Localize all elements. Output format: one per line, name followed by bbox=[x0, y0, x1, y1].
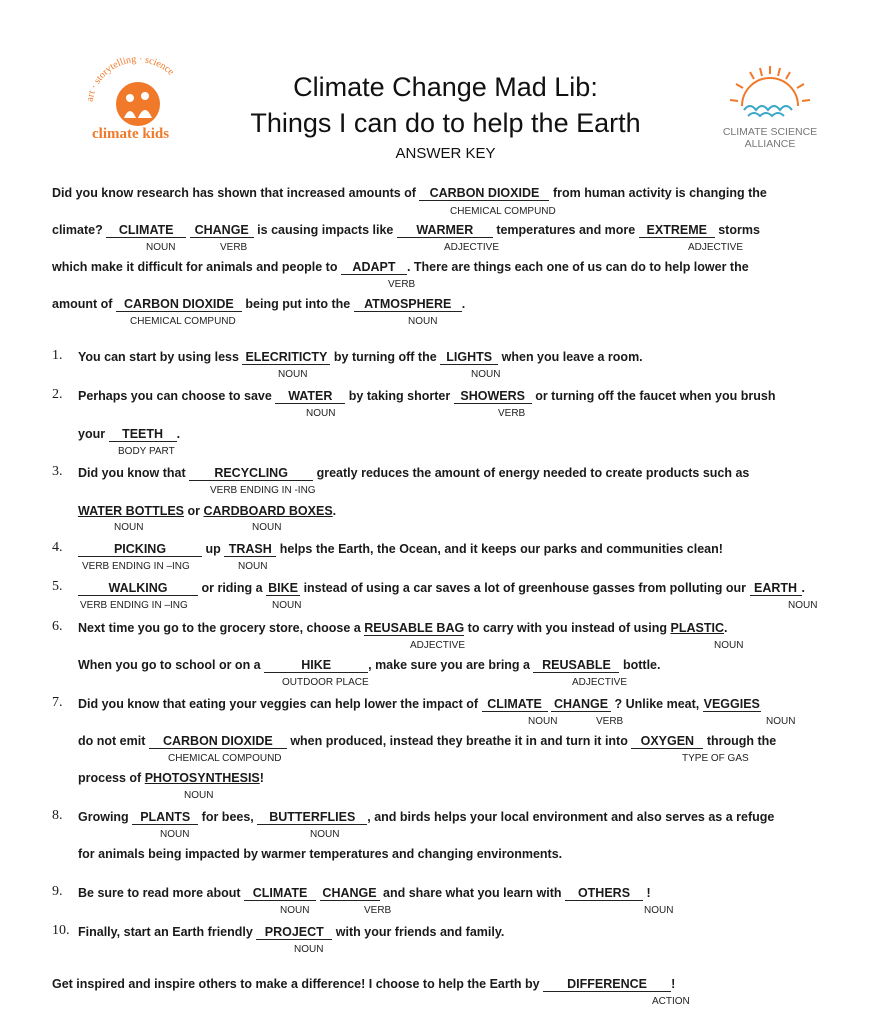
item-number: 1. bbox=[52, 348, 63, 363]
blank-label: NOUN bbox=[310, 829, 340, 840]
blank-label: NOUN bbox=[306, 408, 336, 419]
intro-line-2: climate? CLIMATE CHANGE is causing impacts like WARMER temperatures and more EXTREME storms bbox=[52, 223, 760, 237]
answer-blank: WARMER bbox=[397, 223, 493, 238]
blank-label: NOUN bbox=[160, 829, 190, 840]
title-line-1: Climate Change Mad Lib: bbox=[293, 72, 598, 102]
blank-label: VERB ENDING IN -ING bbox=[210, 485, 316, 496]
blank-label: CHEMICAL COMPUND bbox=[130, 316, 236, 327]
answer-blank: DIFFERENCE bbox=[543, 977, 671, 992]
answer-blank: CARBON DIOXIDE bbox=[149, 734, 287, 749]
intro-line-1: Did you know research has shown that increased amounts of CARBON DIOXIDE from human activity is changing the bbox=[52, 186, 767, 200]
answer-blank: PROJECT bbox=[256, 925, 332, 940]
blank-label: NOUN bbox=[644, 905, 674, 916]
blank-label: BODY PART bbox=[118, 446, 175, 457]
answer-blank: HIKE bbox=[264, 658, 368, 673]
blank-label: CHEMICAL COMPOUND bbox=[168, 753, 282, 764]
item-number: 10. bbox=[52, 923, 70, 938]
blank-label: VERB bbox=[596, 716, 624, 727]
blank-label: NOUN bbox=[280, 905, 310, 916]
answer-blank: BIKE bbox=[266, 581, 300, 596]
blank-label: VERB ENDING IN –ING bbox=[82, 561, 190, 572]
item-10-line: Finally, start an Earth friendly PROJECT with your friends and family. bbox=[78, 925, 505, 939]
item-number: 3. bbox=[52, 464, 63, 479]
answer-blank: ATMOSPHERE bbox=[354, 297, 462, 312]
answer-blank: SHOWERS bbox=[454, 389, 532, 404]
closing-line: Get inspired and inspire others to make a difference! I choose to help the Earth by DIFFERENCE ! bbox=[52, 977, 676, 991]
blank-label: VERB ENDING IN –ING bbox=[80, 600, 188, 611]
blank-label: NOUN bbox=[252, 522, 282, 533]
answer-blank: CARBON DIOXIDE bbox=[419, 186, 549, 201]
blank-label: VERB bbox=[220, 242, 248, 253]
answer-underlined: PHOTOSYNTHESIS bbox=[144, 771, 260, 785]
answer-blank: ADAPT bbox=[341, 260, 407, 275]
item-number: 4. bbox=[52, 540, 63, 555]
blank-label: NOUN bbox=[528, 716, 558, 727]
item-number: 5. bbox=[52, 579, 63, 594]
intro-line-4: amount of CARBON DIOXIDE being put into the ATMOSPHERE . bbox=[52, 297, 466, 311]
blank-label: ADJECTIVE bbox=[410, 640, 466, 651]
blank-label: CHEMICAL COMPUND bbox=[450, 206, 556, 217]
blank-label: ADJECTIVE bbox=[688, 242, 744, 253]
answer-blank: CLIMATE bbox=[244, 886, 316, 901]
answer-blank: CHANGE bbox=[320, 886, 380, 901]
answer-blank: WALKING bbox=[78, 581, 198, 596]
blank-label: ADJECTIVE bbox=[444, 242, 500, 253]
answer-blank: CHANGE bbox=[551, 697, 611, 712]
answer-key-subtitle: ANSWER KEY bbox=[395, 145, 496, 162]
item-number: 7. bbox=[52, 695, 63, 710]
item-9-line: Be sure to read more about CLIMATE CHANGE and share what you learn with OTHERS ! bbox=[78, 886, 651, 900]
answer-blank: CLIMATE bbox=[106, 223, 186, 238]
item-3-line: Did you know that RECYCLING greatly reduces the amount of energy needed to create products such as bbox=[78, 466, 750, 480]
blank-label: VERB bbox=[364, 905, 392, 916]
blank-label: NOUN bbox=[714, 640, 744, 651]
intro-line-3: which make it difficult for animals and people to ADAPT . There are things each one of us can do to help lower the bbox=[52, 260, 749, 274]
item-2-line-2: your TEETH . bbox=[78, 427, 181, 441]
item-6-line-2: When you go to school or on a HIKE , make sure you are bring a REUSABLE bottle. bbox=[78, 658, 661, 672]
svg-text:art · storytelling · science: art · storytelling · science bbox=[84, 56, 177, 103]
item-number: 9. bbox=[52, 884, 63, 899]
blank-label: NOUN bbox=[766, 716, 796, 727]
item-4-line: PICKING up TRASH helps the Earth, the Ocean, and it keeps our parks and communities clean! bbox=[78, 542, 723, 557]
item-8-line: Growing PLANTS for bees, BUTTERFLIES , and birds helps your local environment and also serves as a refuge bbox=[78, 810, 775, 824]
answer-blank: TRASH bbox=[224, 542, 276, 557]
blank-label: NOUN bbox=[184, 790, 214, 801]
blank-label: NOUN bbox=[294, 944, 324, 955]
blank-label: NOUN bbox=[272, 600, 302, 611]
climate-kids-name: climate kids bbox=[92, 126, 170, 142]
blank-label: NOUN bbox=[238, 561, 268, 572]
blank-label: VERB bbox=[498, 408, 526, 419]
item-7-line: Did you know that eating your veggies can help lower the impact of CLIMATE CHANGE ? Unlike meat, VEGGIES bbox=[78, 697, 760, 711]
answer-blank: PICKING bbox=[78, 542, 202, 557]
item-7-line-2: do not emit CARBON DIOXIDE when produced, instead they breathe it in and turn it into OXYGEN through the bbox=[78, 734, 777, 748]
answer-blank: ELECRITICTY bbox=[242, 350, 330, 365]
answer-blank: OXYGEN bbox=[631, 734, 703, 749]
blank-label: OUTDOOR PLACE bbox=[282, 677, 369, 688]
answer-blank: REUSABLE BAG bbox=[364, 621, 465, 635]
item-number: 2. bbox=[52, 387, 63, 402]
blank-label: ADJECTIVE bbox=[572, 677, 628, 688]
item-number: 6. bbox=[52, 619, 63, 634]
title-line-2: Things I can do to help the Earth bbox=[250, 108, 641, 138]
item-5-line: WALKING or riding a BIKE instead of using a car saves a lot of greenhouse gasses from polluting our EARTH . bbox=[78, 581, 805, 596]
answer-blank: BUTTERFLIES bbox=[257, 810, 367, 825]
answer-underlined: CARDBOARD BOXES bbox=[203, 504, 333, 518]
answer-underlined: PLASTIC bbox=[670, 621, 724, 635]
answer-blank: PLANTS bbox=[132, 810, 198, 825]
blank-label: NOUN bbox=[114, 522, 144, 533]
alliance-name: CLIMATE SCIENCE ALLIANCE bbox=[722, 126, 818, 150]
answer-blank: EXTREME bbox=[639, 223, 715, 238]
blank-label: NOUN bbox=[408, 316, 438, 327]
answer-blank: CLIMATE bbox=[482, 697, 548, 712]
answer-blank: EARTH bbox=[750, 581, 802, 596]
answer-blank: LIGHTS bbox=[440, 350, 498, 365]
answer-blank: CHANGE bbox=[190, 223, 254, 238]
answer-blank: TEETH bbox=[109, 427, 177, 442]
answer-blank: VEGGIES bbox=[703, 697, 760, 711]
answer-blank: OTHERS bbox=[565, 886, 643, 901]
answer-blank: RECYCLING bbox=[189, 466, 313, 481]
item-1-line: You can start by using less ELECRITICTY by turning off the LIGHTS when you leave a room. bbox=[78, 350, 643, 364]
answer-blank: WATER bbox=[275, 389, 345, 404]
item-7-line-3: process of PHOTOSYNTHESIS! bbox=[78, 771, 264, 785]
item-number: 8. bbox=[52, 808, 63, 823]
item-3-line-2: WATER BOTTLES or CARDBOARD BOXES. bbox=[78, 504, 337, 518]
answer-underlined: WATER BOTTLES bbox=[78, 504, 185, 518]
blank-label: NOUN bbox=[471, 369, 501, 380]
blank-label: NOUN bbox=[146, 242, 176, 253]
answer-blank: CARBON DIOXIDE bbox=[116, 297, 242, 312]
blank-label: NOUN bbox=[278, 369, 308, 380]
item-6-line: Next time you go to the grocery store, choose a REUSABLE BAG to carry with you instead of using PLASTIC. bbox=[78, 621, 728, 635]
blank-label: NOUN bbox=[788, 600, 818, 611]
blank-label: TYPE OF GAS bbox=[682, 753, 749, 764]
item-8-line-2: for animals being impacted by warmer temperatures and changing environments. bbox=[78, 847, 563, 861]
blank-label: VERB bbox=[388, 279, 416, 290]
answer-blank: REUSABLE bbox=[533, 658, 619, 673]
blank-label: ACTION bbox=[652, 996, 690, 1007]
item-2-line: Perhaps you can choose to save WATER by taking shorter SHOWERS or turning off the faucet when you brush bbox=[78, 389, 776, 403]
